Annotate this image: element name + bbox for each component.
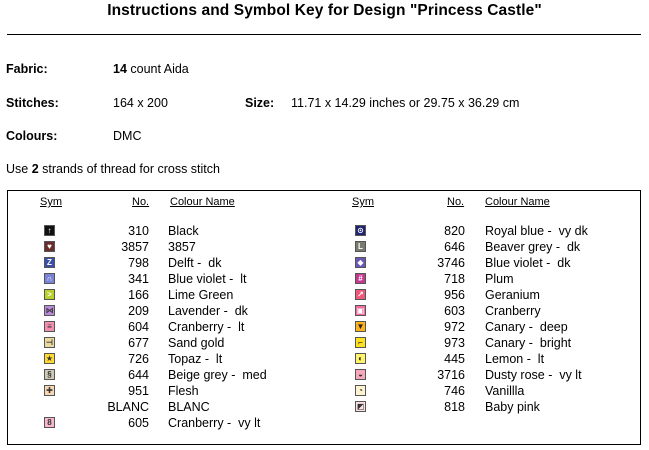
dmc-number: 718	[444, 272, 465, 286]
arch-icon: ∩	[44, 273, 55, 284]
diamond-icon: ◆	[355, 257, 366, 268]
target-icon: ⊙	[355, 225, 366, 236]
heart-icon: ♥	[44, 241, 55, 252]
strands-instruction	[6, 162, 220, 176]
colour-name: Lemon - lt	[485, 352, 545, 366]
colour-name: Beige grey - med	[168, 368, 267, 382]
colour-name: Black	[168, 224, 199, 238]
strands-post: strands of thread for cross stitch	[38, 162, 220, 176]
fabric-label: Fabric:	[6, 62, 48, 76]
colour-name: Sand gold	[168, 336, 225, 350]
dmc-number: 798	[128, 256, 149, 270]
angle-icon: ⌐	[355, 337, 366, 348]
arrow-up-icon: ↑	[44, 225, 55, 236]
dmc-number: 820	[444, 224, 465, 238]
dmc-number: 209	[128, 304, 149, 318]
corner-icon: L	[355, 241, 366, 252]
dmc-number: 726	[128, 352, 149, 366]
key-row	[0, 223, 649, 239]
section-icon: §	[44, 369, 55, 380]
header-sym-right: Sym	[352, 196, 374, 208]
colour-name: Cranberry	[485, 304, 541, 318]
digit-8-icon: 8	[44, 417, 55, 428]
dmc-number: 445	[444, 352, 465, 366]
header-no-left: No.	[132, 196, 150, 208]
stitches-value: 164 x 200	[113, 96, 168, 110]
dmc-number: 604	[128, 320, 149, 334]
key-row	[0, 255, 649, 271]
header-name-left: Colour Name	[170, 196, 235, 208]
dmc-number: 746	[444, 384, 465, 398]
key-row	[0, 351, 649, 367]
dmc-number: 603	[444, 304, 465, 318]
dmc-number: 605	[128, 416, 149, 430]
colour-name: Blue violet - lt	[168, 272, 247, 286]
colour-name: Dusty rose - vy lt	[485, 368, 582, 382]
fabric-count: 14	[113, 62, 127, 76]
chevron-right-icon: >	[44, 289, 55, 300]
colour-name: Cranberry - vy lt	[168, 416, 261, 430]
fabric-value	[113, 62, 189, 76]
strands-count: 2	[31, 162, 39, 176]
star-icon: ★	[45, 354, 54, 363]
colour-name: Flesh	[168, 384, 199, 398]
colour-name: Canary - bright	[485, 336, 572, 350]
quarter-circle-icon: ◔	[355, 385, 366, 396]
key-row	[0, 239, 649, 255]
colour-name: 3857	[168, 240, 196, 254]
size-label: Size:	[245, 96, 275, 110]
page-title: Instructions and Symbol Key for Design "Princess Castle"	[107, 2, 542, 19]
key-row	[0, 383, 649, 399]
dmc-number: 677	[128, 336, 149, 350]
dmc-number: BLANC	[107, 400, 149, 414]
colour-name: Lime Green	[168, 288, 234, 302]
letter-z-icon: Z	[44, 257, 55, 268]
circle-icon: ◒	[355, 369, 366, 380]
colour-name: BLANC	[168, 400, 210, 414]
stitches-label: Stitches:	[6, 96, 59, 110]
dmc-number: 3857	[121, 240, 149, 254]
dmc-number: 644	[128, 368, 149, 382]
dmc-number: 166	[128, 288, 149, 302]
stripes-icon: ≡	[44, 321, 55, 332]
half-circle-icon: ◐	[355, 353, 366, 364]
key-row	[0, 367, 649, 383]
dmc-number: 972	[444, 320, 465, 334]
key-row	[0, 271, 649, 287]
dmc-number: 310	[128, 224, 149, 238]
dmc-number: 956	[444, 288, 465, 302]
colours-label: Colours:	[6, 129, 58, 143]
split-square-icon: ◩	[356, 402, 365, 411]
fabric-type: count Aida	[126, 62, 189, 76]
colour-name: Topaz - lt	[168, 352, 223, 366]
bowtie-icon: ⋈	[45, 306, 54, 315]
dmc-number: 341	[128, 272, 149, 286]
colour-name: Plum	[485, 272, 514, 286]
colour-name: Cranberry - lt	[168, 320, 245, 334]
cross-icon: ✚	[44, 385, 55, 396]
key-row	[0, 399, 649, 415]
triangle-down-icon: ▼	[356, 322, 365, 331]
hash-icon: #	[355, 273, 366, 284]
arrow-diagonal-icon: ↗	[355, 289, 366, 300]
colour-name: Lavender - dk	[168, 304, 248, 318]
key-row	[0, 303, 649, 319]
colour-name: Delft - dk	[168, 256, 222, 270]
square-dot-icon: ▣	[356, 306, 365, 315]
header-sym-left: Sym	[40, 196, 62, 208]
header-no-right: No.	[447, 196, 465, 208]
title-rule	[7, 34, 641, 35]
strands-pre: Use	[6, 162, 32, 176]
dmc-number: 973	[444, 336, 465, 350]
dmc-number: 3746	[437, 256, 465, 270]
dmc-number: 3716	[437, 368, 465, 382]
size-value: 11.71 x 14.29 inches or 29.75 x 36.29 cm	[291, 96, 520, 110]
tack-icon: ⊣	[45, 338, 54, 347]
colours-value: DMC	[113, 129, 142, 143]
dmc-number: 646	[444, 240, 465, 254]
dmc-number: 951	[128, 384, 149, 398]
colour-name: Blue violet - dk	[485, 256, 571, 270]
colour-name: Vanillla	[485, 384, 525, 398]
colour-name: Royal blue - vy dk	[485, 224, 588, 238]
colour-name: Baby pink	[485, 400, 540, 414]
colour-name: Geranium	[485, 288, 540, 302]
dmc-number: 818	[444, 400, 465, 414]
key-row	[0, 335, 649, 351]
key-row	[0, 287, 649, 303]
header-name-right: Colour Name	[485, 196, 550, 208]
key-row	[0, 415, 649, 431]
colour-name: Beaver grey - dk	[485, 240, 581, 254]
key-row	[0, 319, 649, 335]
colour-name: Canary - deep	[485, 320, 568, 334]
